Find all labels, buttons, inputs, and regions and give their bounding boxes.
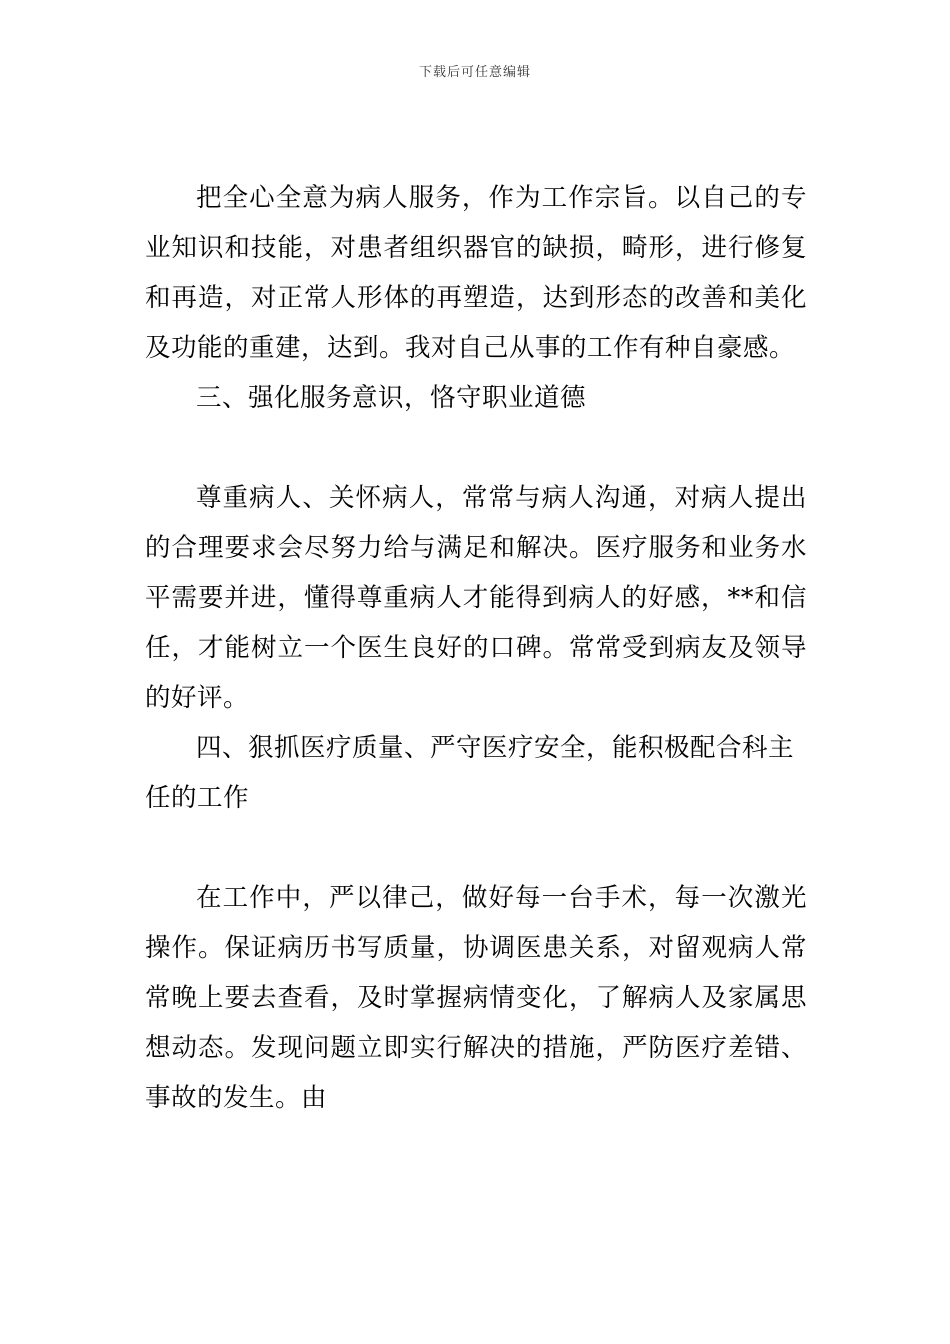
section-heading-3: 三、强化服务意识，恪守职业道德 (196, 383, 587, 413)
paragraph-respect-patients: 尊重病人、关怀病人，常常与病人沟通，对病人提出的合理要求会尽努力给与满足和解决。医疗服务和业务水平需要并进，懂得尊重病人才能得到病人的好感，**和信任，才能树立一个医生良好的口碑。常常受到病友及领导的好评。 (145, 483, 807, 713)
paragraph-service-purpose: 把全心全意为病人服务，作为工作宗旨。以自己的专业知识和技能，对患者组织器官的缺损，畸形，进行修复和再造，对正常人形体的再塑造，达到形态的改善和美化及功能的重建，达到。我对自己从事的工作有种自豪感。 (145, 183, 807, 363)
section-heading-4: 四、狠抓医疗质量、严守医疗安全，能积极配合科主任的工作 (145, 733, 795, 813)
paragraph-work-discipline: 在工作中，严以律己，做好每一台手术，每一次激光操作。保证病历书写质量，协调医患关系，对留观病人常常晚上要去查看，及时掌握病情变化，了解病人及家属思想动态。发现问题立即实行解决的措施，严防医疗差错、事故的发生。由 (145, 883, 807, 1113)
header-note: 下载后可任意编辑 (418, 65, 531, 80)
document-body (145, 173, 807, 1123)
